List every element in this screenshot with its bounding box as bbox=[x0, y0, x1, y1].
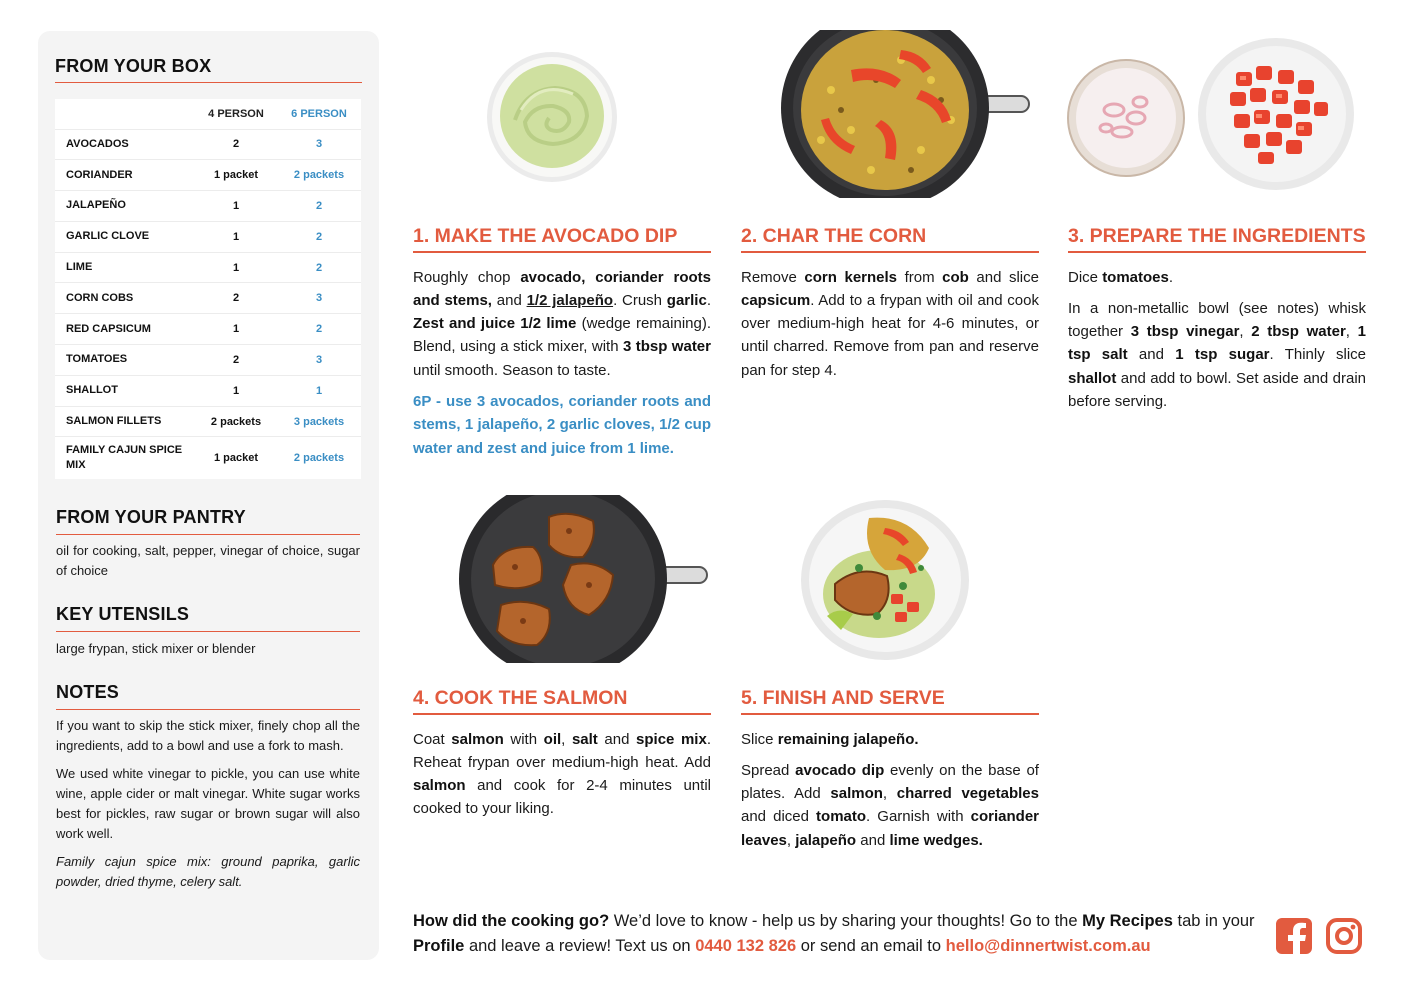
table-row bbox=[55, 129, 361, 160]
step-title: 4. COOK THE SALMON bbox=[413, 687, 628, 709]
step-3 bbox=[1068, 223, 1366, 421]
table-header-row bbox=[55, 99, 361, 129]
six-person-note: 6P - use 3 avocados, coriander roots and stems, 1 jalapeño, 2 garlic cloves, 1/2 cup water and zest and juice from 1 lime. bbox=[413, 392, 711, 457]
divider bbox=[1068, 251, 1366, 253]
note-paragraph: We used white vinegar to pickle, you can use white wine, apple cider or malt vinegar. White sugar works best for pickles, raw sugar or brown sugar will also work well. bbox=[56, 766, 360, 841]
qty-6: 3 bbox=[277, 283, 361, 314]
notes-title: NOTES bbox=[56, 682, 120, 702]
utensils-title: KEY UTENSILS bbox=[56, 604, 190, 624]
pickled-shallot-bowl-photo bbox=[1066, 58, 1186, 178]
qty-4: 1 bbox=[195, 252, 277, 283]
table-row bbox=[55, 191, 361, 222]
step-title: 3. PREPARE THE INGREDIENTS bbox=[1068, 225, 1366, 247]
ingredient-name: TOMATOES bbox=[55, 345, 195, 376]
step-5 bbox=[741, 685, 1039, 860]
divider bbox=[56, 631, 360, 632]
table-row bbox=[55, 160, 361, 191]
note-paragraph: If you want to skip the stick mixer, finely chop all the ingredients, add to a bowl and use a fork to mash. bbox=[56, 718, 360, 753]
table-row bbox=[55, 406, 361, 437]
ingredient-name: FAMILY CAJUN SPICE MIX bbox=[55, 437, 195, 479]
qty-4: 2 bbox=[195, 129, 277, 160]
pantry-title: FROM YOUR PANTRY bbox=[56, 507, 246, 527]
phone-link[interactable]: 0440 132 826 bbox=[695, 937, 797, 955]
col-4-person: 4 PERSON bbox=[208, 107, 264, 120]
divider bbox=[55, 82, 362, 83]
divider bbox=[56, 534, 360, 535]
qty-6: 2 bbox=[277, 252, 361, 283]
step-body bbox=[741, 266, 1039, 382]
step-paragraph: In a non-metallic bowl (see notes) whisk together 3 tbsp vinegar, 2 tbsp water, 1 tsp salt and 1 tsp sugar. Thinly slice shallot and add to bowl. Set aside and drain before serving. bbox=[1068, 299, 1366, 410]
qty-6: 1 bbox=[277, 375, 361, 406]
divider bbox=[56, 709, 360, 710]
step-paragraph: Spread avocado dip evenly on the base of plates. Add salmon, charred vegetables and diced tomato. Garnish with coriander leaves, jalapeño and lime wedges. bbox=[741, 761, 1039, 849]
ingredient-name: SALMON FILLETS bbox=[55, 406, 195, 437]
qty-4: 1 packet bbox=[195, 160, 277, 191]
qty-4: 2 packets bbox=[195, 406, 277, 437]
note-paragraph: Family cajun spice mix: ground paprika, garlic powder, dried thyme, celery salt. bbox=[56, 854, 360, 889]
table-row bbox=[55, 252, 361, 283]
ingredient-name: AVOCADOS bbox=[55, 129, 195, 160]
step-body bbox=[413, 728, 711, 821]
ingredient-name: GARLIC CLOVE bbox=[55, 221, 195, 252]
qty-4: 2 bbox=[195, 283, 277, 314]
ingredients-table bbox=[55, 99, 361, 479]
table-row bbox=[55, 283, 361, 314]
qty-4: 2 bbox=[195, 345, 277, 376]
ingredient-name: SHALLOT bbox=[55, 375, 195, 406]
qty-6: 2 bbox=[277, 221, 361, 252]
qty-6: 2 packets bbox=[277, 437, 361, 479]
divider bbox=[741, 713, 1039, 715]
from-your-box-title: FROM YOUR BOX bbox=[55, 56, 212, 76]
step-paragraph: Slice remaining jalapeño. bbox=[741, 730, 919, 748]
step-paragraph: Coat salmon with oil, salt and spice mix. Reheat frypan over medium-high heat. Add salmon and cook for 2-4 minutes until cooked to your liking. bbox=[413, 730, 711, 818]
step-body bbox=[413, 266, 711, 460]
ingredient-name: CORIANDER bbox=[55, 160, 195, 191]
step-1 bbox=[413, 223, 711, 468]
qty-6: 2 packets bbox=[277, 160, 361, 191]
ingredient-name: CORN COBS bbox=[55, 283, 195, 314]
ingredients-panel bbox=[38, 31, 379, 960]
step-4 bbox=[413, 685, 711, 829]
table-row bbox=[55, 437, 361, 479]
col-6-person: 6 PERSON bbox=[291, 107, 347, 120]
diced-tomatoes-plate-photo bbox=[1196, 36, 1356, 192]
step-paragraph: Roughly chop avocado, coriander roots and stems, and 1/2 jalapeño. Crush garlic. Zest and juice 1/2 lime (wedge remaining). Blend, using a stick mixer, with 3 tbsp water until smooth. Season to taste. bbox=[413, 268, 712, 379]
step-paragraph: Remove corn kernels from cob and slice capsicum. Add to a frypan with oil and cook over medium-high heat for 4-6 minutes, or until charred. Remove from pan and reserve pan for step 4. bbox=[741, 268, 1039, 379]
facebook-icon[interactable] bbox=[1275, 917, 1313, 955]
feedback-footer: How did the cooking go? We’d love to know - help us by sharing your thoughts! Go to the My Recipes tab in your Profile and leave a review! Text us on 0440 132 826 or send an email to hello@dinnertwist.com.au bbox=[413, 912, 1255, 955]
table-row bbox=[55, 345, 361, 376]
table-row bbox=[55, 221, 361, 252]
table-row bbox=[55, 314, 361, 345]
step-title: 2. CHAR THE CORN bbox=[741, 225, 927, 247]
charred-corn-pan-photo bbox=[781, 30, 1031, 198]
divider bbox=[413, 251, 711, 253]
step-2 bbox=[741, 223, 1039, 390]
qty-4: 1 bbox=[195, 314, 277, 345]
step-paragraph: Dice tomatoes. bbox=[1068, 268, 1174, 286]
utensils-text: large frypan, stick mixer or blender bbox=[56, 641, 256, 656]
divider bbox=[741, 251, 1039, 253]
qty-4: 1 bbox=[195, 191, 277, 222]
pantry-text: oil for cooking, salt, pepper, vinegar of choice, sugar of choice bbox=[56, 543, 360, 578]
step-body bbox=[741, 728, 1039, 852]
qty-4: 1 bbox=[195, 375, 277, 406]
step-title: 1. MAKE THE AVOCADO DIP bbox=[413, 225, 678, 247]
email-link[interactable]: hello@dinnertwist.com.au bbox=[945, 937, 1151, 955]
table-row bbox=[55, 375, 361, 406]
qty-6: 2 bbox=[277, 314, 361, 345]
ingredient-name: JALAPEÑO bbox=[55, 191, 195, 222]
finished-dish-plate-photo bbox=[799, 498, 971, 662]
notes-text bbox=[56, 716, 360, 900]
qty-6: 3 bbox=[277, 129, 361, 160]
qty-6: 2 bbox=[277, 191, 361, 222]
qty-6: 3 bbox=[277, 345, 361, 376]
qty-4: 1 bbox=[195, 221, 277, 252]
qty-4: 1 packet bbox=[195, 437, 277, 479]
ingredient-name: LIME bbox=[55, 252, 195, 283]
step-body bbox=[1068, 266, 1366, 414]
step-title: 5. FINISH AND SERVE bbox=[741, 687, 945, 709]
divider bbox=[413, 713, 711, 715]
cooked-salmon-pan-photo bbox=[459, 495, 709, 663]
qty-6: 3 packets bbox=[277, 406, 361, 437]
avocado-dip-photo bbox=[485, 50, 619, 184]
ingredient-name: RED CAPSICUM bbox=[55, 314, 195, 345]
instagram-icon[interactable] bbox=[1325, 917, 1363, 955]
